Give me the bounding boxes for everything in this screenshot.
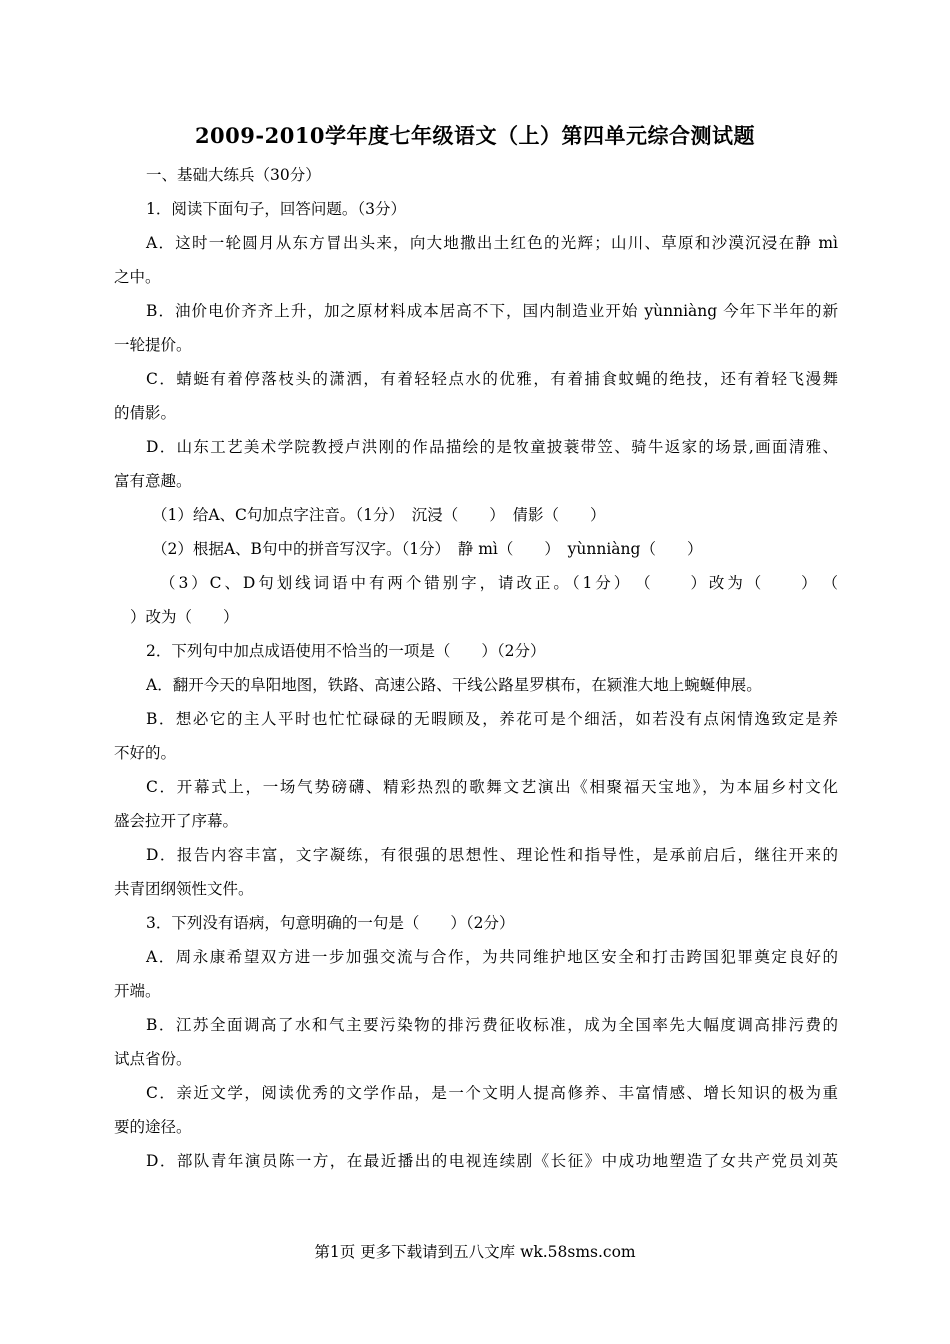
- q1-sentence-d-cont: 富有意趣。: [114, 472, 192, 490]
- q1-subquestion-3: （3）C、D句划线词语中有两个错别字，请改正。（1分） （ ）改为（ ） （: [160, 574, 838, 592]
- q1-subquestion-3-cont: ）改为（ ）: [130, 608, 239, 626]
- q2-option-c-cont: 盛会拉开了序幕。: [114, 812, 239, 830]
- q3-option-a: A．周永康希望双方进一步加强交流与合作，为共同维护地区安全和打击跨国犯罪奠定良好的: [146, 948, 838, 966]
- q2-option-b-cont: 不好的。: [114, 744, 177, 762]
- q2-option-a: A．翻开今天的阜阳地图，铁路、高速公路、干线公路星罗棋布，在颍淮大地上蜿蜒伸展。: [146, 676, 762, 694]
- page-footer: 第1页 更多下载请到五八文库 wk.58sms.com: [314, 1243, 636, 1261]
- q1-sentence-b-cont: 一轮提价。: [114, 336, 192, 354]
- document-body: [114, 158, 838, 1178]
- q1-sentence-b: B．油价电价齐齐上升，加之原材料成本居高不下，国内制造业开始 yùnniàng 今年下半年的新: [146, 302, 838, 320]
- q2-option-d-cont: 共青团纲领性文件。: [114, 880, 254, 898]
- q2-option-c: C．开幕式上，一场气势磅礴、精彩热烈的歌舞文艺演出《相聚福天宝地》，为本届乡村文化: [146, 778, 838, 796]
- q1-sentence-c-cont: 的倩影。: [114, 404, 177, 422]
- document-title: 2009-2010学年度七年级语文（上）第四单元综合测试题: [194, 123, 756, 148]
- question-2-stem: 2．下列句中加点成语使用不恰当的一项是（ ）（2分）: [146, 642, 546, 660]
- section-heading: 一、基础大练兵（30分）: [146, 166, 321, 184]
- q3-option-a-cont: 开端。: [114, 982, 161, 1000]
- q3-option-c-cont: 要的途径。: [114, 1118, 192, 1136]
- q2-option-b: B．想必它的主人平时也忙忙碌碌的无暇顾及，养花可是个细活，如若没有点闲情逸致定是养: [146, 710, 838, 728]
- q3-option-c: C．亲近文学，阅读优秀的文学作品，是一个文明人提高修养、丰富情感、增长知识的极为重: [146, 1084, 838, 1102]
- q3-option-b: B．江苏全面调高了水和气主要污染物的排污费征收标准，成为全国率先大幅度调高排污费的: [146, 1016, 838, 1034]
- q1-sentence-c: C．蜻蜓有着停落枝头的潇洒，有着轻轻点水的优雅，有着捕食蚊蝇的绝技，还有着轻飞漫舞: [146, 370, 838, 388]
- q3-option-b-cont: 试点省份。: [114, 1050, 192, 1068]
- q1-sentence-d: D．山东工艺美术学院教授卢洪刚的作品描绘的是牧童披蓑带笠、骑牛返家的场景,画面清雅、: [146, 438, 838, 456]
- q1-subquestion-2: （2）根据A、B句中的拼音写汉字。（1分） 静 mì（ ） yùnniàng（ ）: [152, 540, 703, 558]
- q1-sentence-a: A．这时一轮圆月从东方冒出头来，向大地撒出土红色的光辉；山川、草原和沙漠沉浸在静 mì: [146, 234, 838, 252]
- question-1-stem: 1．阅读下面句子，回答问题。（3分）: [146, 200, 406, 218]
- q3-option-d: D．部队青年演员陈一方，在最近播出的电视连续剧《长征》中成功地塑造了女共产党员刘英: [146, 1152, 838, 1170]
- question-3-stem: 3．下列没有语病，句意明确的一句是（ ）（2分）: [146, 914, 515, 932]
- q1-sentence-a-cont: 之中。: [114, 268, 161, 286]
- q2-option-d: D．报告内容丰富，文字凝练，有很强的思想性、理论性和指导性，是承前启后，继往开来的: [146, 846, 838, 864]
- q1-subquestion-1: （1）给A、C句加点字注音。（1分） 沉浸（ ） 倩影（ ）: [152, 506, 606, 524]
